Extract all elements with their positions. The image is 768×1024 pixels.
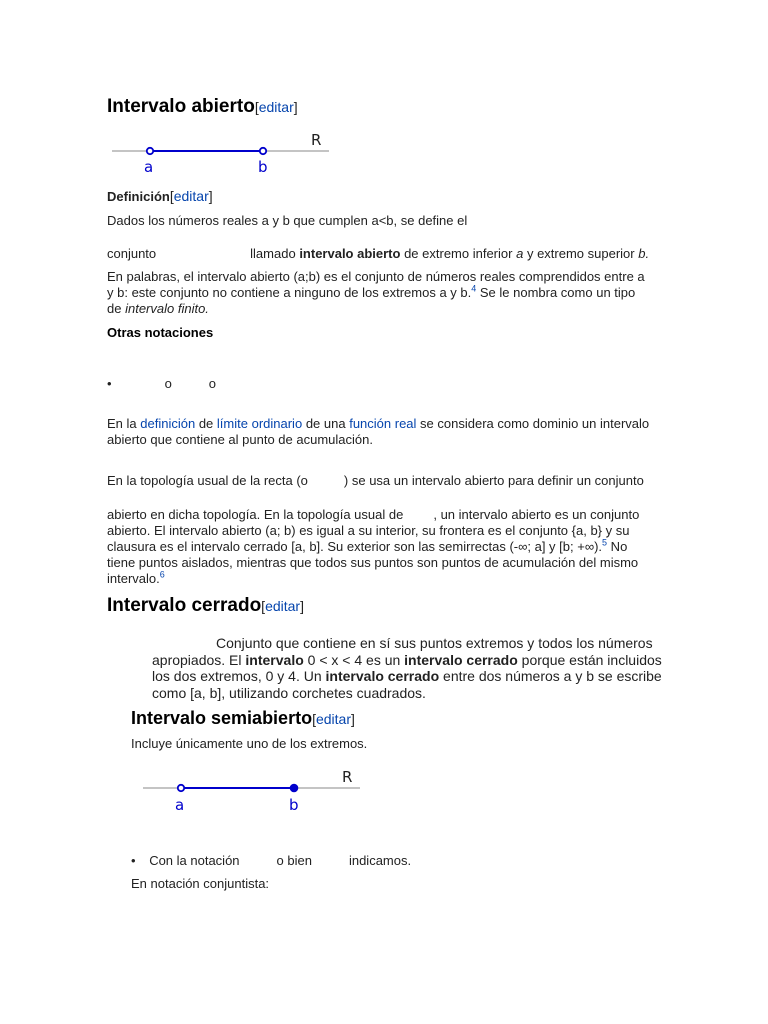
footnote-ref[interactable]: 5 xyxy=(602,537,608,548)
footnote-ref[interactable]: 4 xyxy=(471,283,477,294)
set-label-r: R xyxy=(311,131,322,149)
open-interval-diagram xyxy=(107,126,337,178)
subheading-definicion: Definición[editar] xyxy=(107,188,213,204)
open-endpoint-b xyxy=(260,148,266,154)
edit-bracket: [editar] xyxy=(254,99,298,115)
link-definicion[interactable]: definición xyxy=(140,416,196,431)
closed-endpoint-b xyxy=(290,784,298,792)
section-heading-intervalo-abierto xyxy=(107,96,298,118)
list-item: • Con la notación o bien indicamos. xyxy=(131,853,412,868)
link-funcion-real[interactable]: función real xyxy=(349,416,417,431)
edit-link[interactable]: editar xyxy=(315,711,351,727)
edit-link[interactable]: editar xyxy=(265,598,301,614)
link-limite-ordinario[interactable]: límite ordinario xyxy=(216,416,303,431)
bullet-marker: • xyxy=(107,376,112,391)
open-endpoint-a xyxy=(147,148,153,154)
label-b: b xyxy=(258,158,268,176)
heading-text: Intervalo abierto xyxy=(107,96,255,117)
label-b: b xyxy=(289,796,299,814)
list-item: • o o xyxy=(107,376,217,391)
bullet-marker: • xyxy=(131,853,136,868)
subheading-otras-notaciones: Otras notaciones xyxy=(107,325,214,340)
paragraph: En la definición de límite ordinario de una función real se considera como dominio un intervalo abierto que contiene al punto de acumulación. xyxy=(107,416,650,447)
open-endpoint-a xyxy=(178,785,184,791)
paragraph: Dados los números reales a y b que cumplen a<b, se define el xyxy=(107,213,468,228)
half-open-interval-diagram xyxy=(138,764,368,816)
set-label-r: R xyxy=(342,768,353,786)
paragraph: Conjunto que contiene en sí sus puntos extremos y todos los números apropiados. El intervalo 0 < x < 4 es un intervalo cerrado porque están incluidos los dos extremos, 0 y 4. Un intervalo cerrado entre dos números a y b se escribe como [a, b], utilizando corchetes cuadrados. xyxy=(152,635,662,701)
paragraph: abierto en dicha topología. En la topología usual de , un intervalo abierto es un conjunto abierto. El intervalo abierto (a; b) es igual a su interior, su frontera es el conjunto {a, b} y su clausura es el intervalo cerrado [a, b]. Su exterior son las semirrectas (-∞; a] y [b; +∞).$^5$ No tiene puntos aislados, mientras que todos sus puntos son puntos de acumulación del mismo intervalo.$^6$ xyxy=(107,507,640,586)
label-a: a xyxy=(175,796,185,814)
paragraph: En palabras, el intervalo abierto (a;b) es el conjunto de números reales comprendidos entre a y b: este conjunto no contiene a ninguno de los extremos a y b.$^4$ Se le nombra como un tipo de intervalo finito. xyxy=(107,269,645,316)
section-heading-intervalo-cerrado: Intervalo cerrado[editar] xyxy=(107,595,304,616)
paragraph: conjunto llamado intervalo abierto de extremo inferior a y extremo superior b. xyxy=(107,246,650,261)
paragraph: En la topología usual de la recta (o ) se usa un intervalo abierto para definir un conjunto xyxy=(107,473,644,488)
edit-link[interactable]: editar xyxy=(173,188,209,204)
paragraph: Incluye únicamente uno de los extremos. xyxy=(131,736,368,751)
edit-link[interactable]: editar xyxy=(258,99,294,115)
section-heading-intervalo-semiabierto: Intervalo semiabierto[editar] xyxy=(131,708,355,728)
label-a: a xyxy=(144,158,154,176)
footnote-ref[interactable]: 6 xyxy=(159,569,165,580)
paragraph: En notación conjuntista: xyxy=(131,876,270,891)
